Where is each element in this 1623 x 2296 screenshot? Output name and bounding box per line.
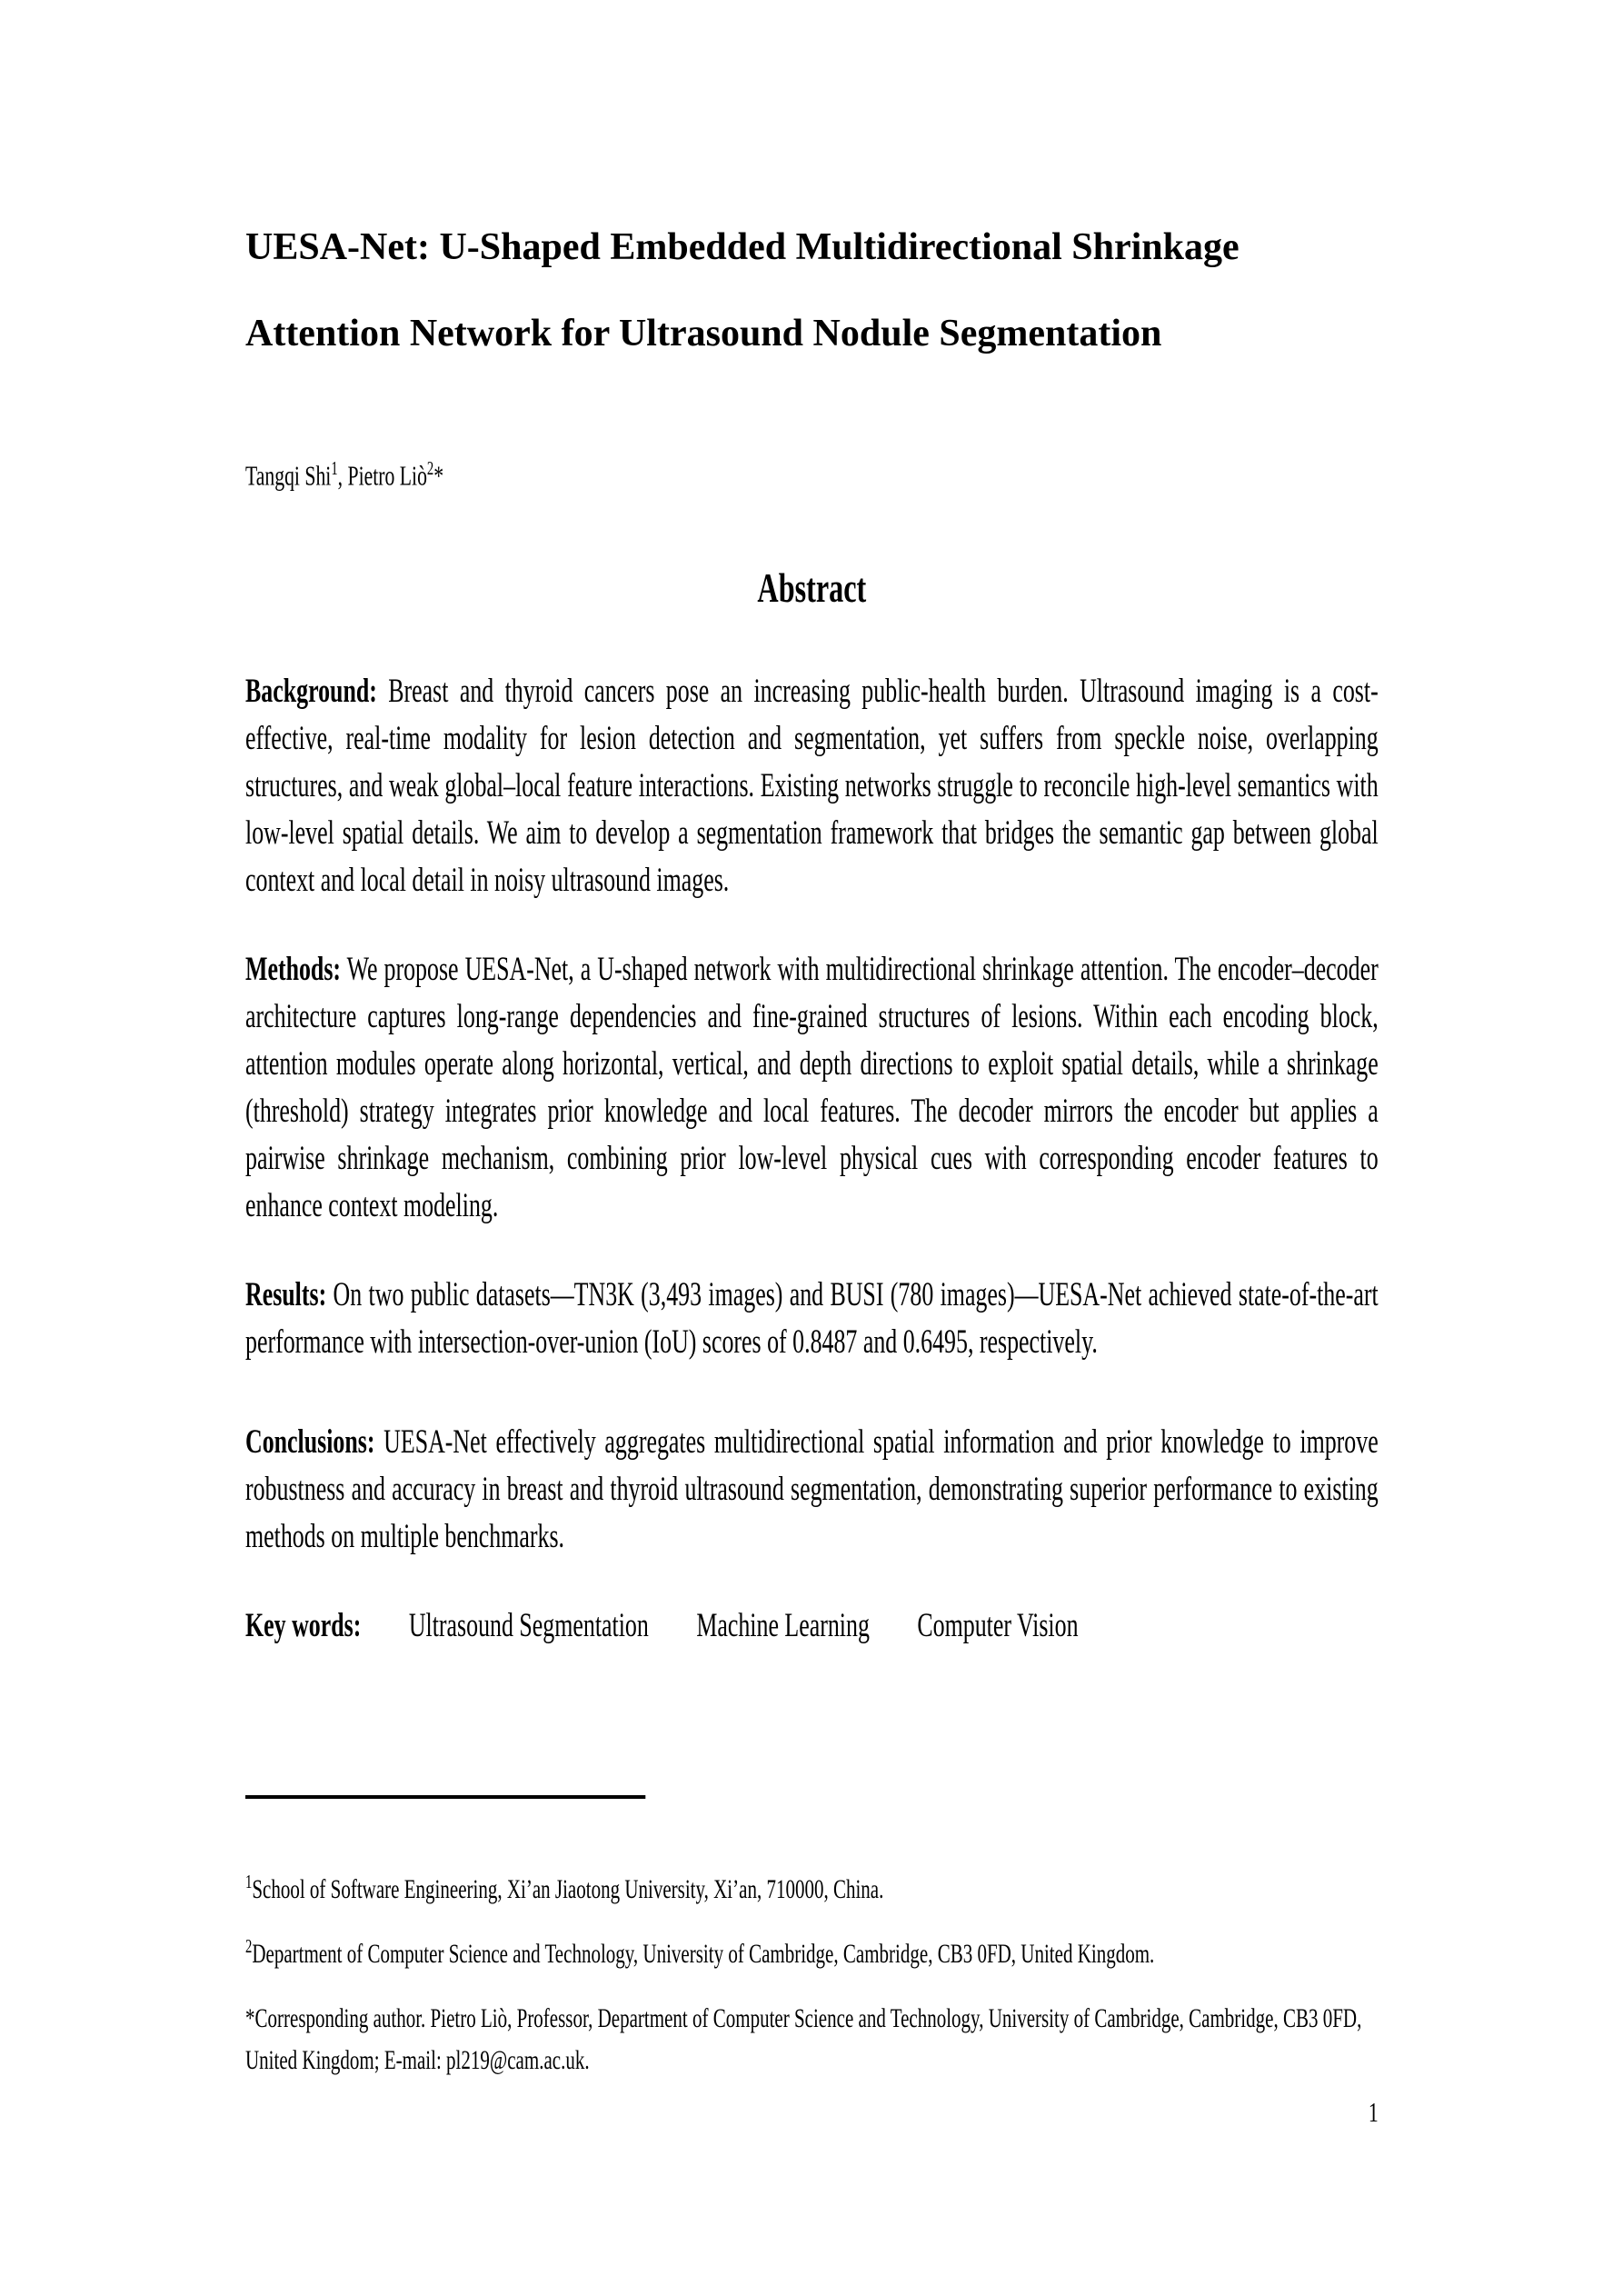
footnote-1-mark: 1	[245, 1871, 253, 1893]
page-number: 1	[1368, 2096, 1379, 2129]
footnote-affiliation-2	[245, 1925, 1379, 1975]
footnote-2-text: Department of Computer Science and Technology, University of Cambridge, Cambridge, CB3 0FD, United Kingdom.	[252, 1939, 1155, 1970]
methods-text: We propose UESA-Net, a U-shaped network with multidirectional shrinkage attention. The encoder–decoder architecture captures long-range dependencies and fine-grained structures of lesions. Within each encoding block, attention modules operate along horizontal, vertical, and depth directions to exploit spatial details, while a shrinkage (threshold) strategy integrates prior knowledge and local features. The decoder mirrors the encoder but applies a pairwise shrinkage mechanism, combining prior low-level physical cues with corresponding encoder features to enhance context modeling.	[245, 951, 1379, 1225]
methods-paragraph	[245, 946, 1379, 1230]
results-text: On two public datasets—TN3K (3,493 images) and BUSI (780 images)—UESA-Net achieved state-of-the-art performance with intersection-over-union (IoU) scores of 0.8487 and 0.6495, respectively.	[245, 1276, 1379, 1362]
results-paragraph	[245, 1272, 1379, 1366]
author-2-affiliation-mark: 2	[426, 457, 434, 479]
footnote-affiliation-1	[245, 1861, 1379, 1911]
keywords-label: Key words:	[245, 1607, 362, 1645]
keywords-line	[245, 1602, 1379, 1650]
paper-title	[245, 205, 1379, 377]
paper-title-line-1: UESA-Net: U-Shaped Embedded Multidirectional Shrinkage	[245, 226, 1240, 268]
footnote-1-text: School of Software Engineering, Xi’an Jiaotong University, Xi’an, 710000, China.	[252, 1874, 884, 1905]
conclusions-paragraph	[245, 1419, 1379, 1561]
authors-line	[245, 450, 1379, 494]
paper-title-line-2: Attention Network for Ultrasound Nodule Segmentation	[245, 313, 1162, 354]
footnote-separator-rule	[245, 1795, 645, 1799]
author-1-affiliation-mark: 1	[331, 457, 338, 479]
results-label: Results:	[245, 1276, 327, 1314]
author-separator: ,	[337, 459, 348, 492]
footnote-3-text: *Corresponding author. Pietro Liò, Professor, Department of Computer Science and Technology, University of Cambridge, Cambridge, CB3 0FD, United Kingdom; E-mail: pl219@cam.ac.uk.	[245, 2003, 1362, 2076]
content-block	[245, 450, 1379, 2129]
keyword-3: Computer Vision	[917, 1607, 1079, 1645]
background-label: Background:	[245, 673, 377, 711]
conclusions-text: UESA-Net effectively aggregates multidirectional spatial information and prior knowledge to improve robustness and accuracy in breast and thyroid ultrasound segmentation, demonstrating superior performance to existing methods on multiple benchmarks.	[245, 1423, 1379, 1556]
abstract-heading: Abstract	[757, 564, 867, 612]
corresponding-author-mark: *	[433, 459, 444, 492]
footnote-corresponding-author	[245, 1990, 1379, 2081]
conclusions-label: Conclusions:	[245, 1423, 375, 1462]
author-1-name: Tangqi Shi	[245, 459, 332, 492]
footnotes-block	[245, 1861, 1379, 2081]
keyword-2: Machine Learning	[696, 1607, 870, 1645]
background-paragraph	[245, 668, 1379, 904]
background-text: Breast and thyroid cancers pose an increasing public-health burden. Ultrasound imaging is a cost-effective, real-time modality for lesion detection and segmentation, yet suffers from speckle noise, overlapping structures, and weak global–local feature interactions. Existing networks struggle to reconcile high-level semantics with low-level spatial details. We aim to develop a segmentation framework that bridges the semantic gap between global context and local detail in noisy ultrasound images.	[245, 673, 1379, 900]
methods-label: Methods:	[245, 951, 342, 989]
author-2-name: Pietro Liò	[347, 459, 427, 492]
keyword-1: Ultrasound Segmentation	[408, 1607, 649, 1645]
footnote-2-mark: 2	[245, 1935, 253, 1958]
